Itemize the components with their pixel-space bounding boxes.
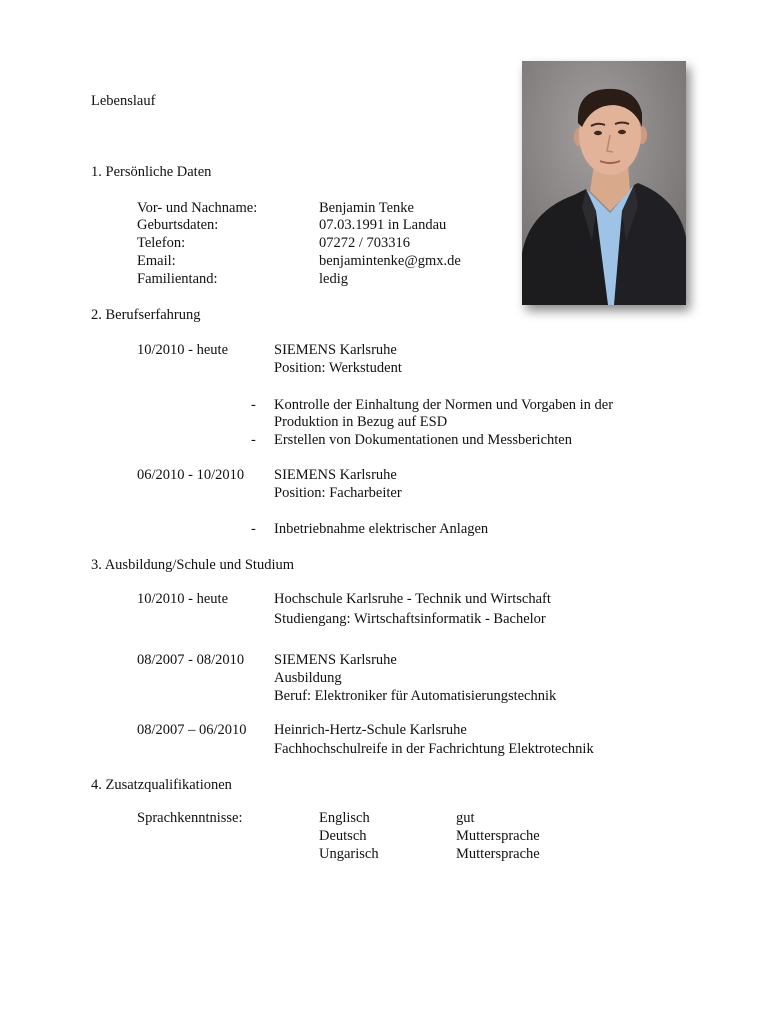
personal-label-name: Vor- und Nachname: [137, 200, 258, 216]
experience-task: Erstellen von Dokumentationen und Messberichten [274, 432, 572, 448]
experience-position: Position: Werkstudent [274, 360, 402, 376]
section-heading-qualifications: 4. Zusatzqualifikationen [91, 777, 232, 793]
section-heading-education: 3. Ausbildung/Schule und Studium [91, 557, 295, 573]
personal-value-phone: 07272 / 703316 [319, 235, 411, 251]
education-detail: Ausbildung [274, 670, 342, 686]
personal-label-phone: Telefon: [137, 235, 186, 251]
experience-employer: SIEMENS Karlsruhe [274, 342, 397, 358]
experience-employer: SIEMENS Karlsruhe [274, 467, 397, 483]
education-period: 08/2007 - 08/2010 [137, 652, 245, 668]
language-level: Muttersprache [456, 846, 540, 862]
education-period: 10/2010 - heute [137, 591, 229, 607]
bullet-dash: - [251, 521, 256, 537]
experience-period: 06/2010 - 10/2010 [137, 467, 245, 483]
education-institution: Heinrich-Hertz-Schule Karlsruhe [274, 722, 467, 738]
personal-label-birth: Geburtsdaten: [137, 217, 219, 233]
language-name: Englisch [319, 810, 370, 826]
language-level: Muttersprache [456, 828, 540, 844]
portrait-photo [522, 61, 686, 305]
education-period: 08/2007 – 06/2010 [137, 722, 247, 738]
personal-label-email: Email: [137, 253, 176, 269]
bullet-dash: - [251, 397, 256, 413]
personal-value-status: ledig [319, 271, 348, 287]
document-title: Lebenslauf [91, 93, 156, 109]
experience-task: Kontrolle der Einhaltung der Normen und Vorgaben in der [274, 397, 614, 413]
education-detail: Fachhochschulreife in der Fachrichtung Elektrotechnik [274, 741, 594, 757]
experience-position: Position: Facharbeiter [274, 485, 402, 501]
experience-task: Inbetriebnahme elektrischer Anlagen [274, 521, 489, 537]
education-detail: Beruf: Elektroniker für Automatisierungstechnik [274, 688, 557, 704]
language-name: Deutsch [319, 828, 367, 844]
education-detail: Studiengang: Wirtschaftsinformatik - Bachelor [274, 611, 546, 627]
education-institution: Hochschule Karlsruhe - Technik und Wirtschaft [274, 591, 551, 607]
language-level: gut [456, 810, 475, 826]
personal-value-name: Benjamin Tenke [319, 200, 414, 216]
language-name: Ungarisch [319, 846, 379, 862]
experience-period: 10/2010 - heute [137, 342, 229, 358]
section-heading-personal: 1. Persönliche Daten [91, 164, 212, 180]
personal-label-status: Familientand: [137, 271, 218, 287]
education-institution: SIEMENS Karlsruhe [274, 652, 397, 668]
bullet-dash: - [251, 432, 256, 448]
languages-label: Sprachkenntnisse: [137, 810, 243, 826]
section-heading-experience: 2. Berufserfahrung [91, 307, 201, 323]
experience-task-continued: Produktion in Bezug auf ESD [274, 414, 448, 430]
personal-value-email: benjamintenke@gmx.de [319, 253, 461, 269]
personal-value-birth: 07.03.1991 in Landau [319, 217, 447, 233]
